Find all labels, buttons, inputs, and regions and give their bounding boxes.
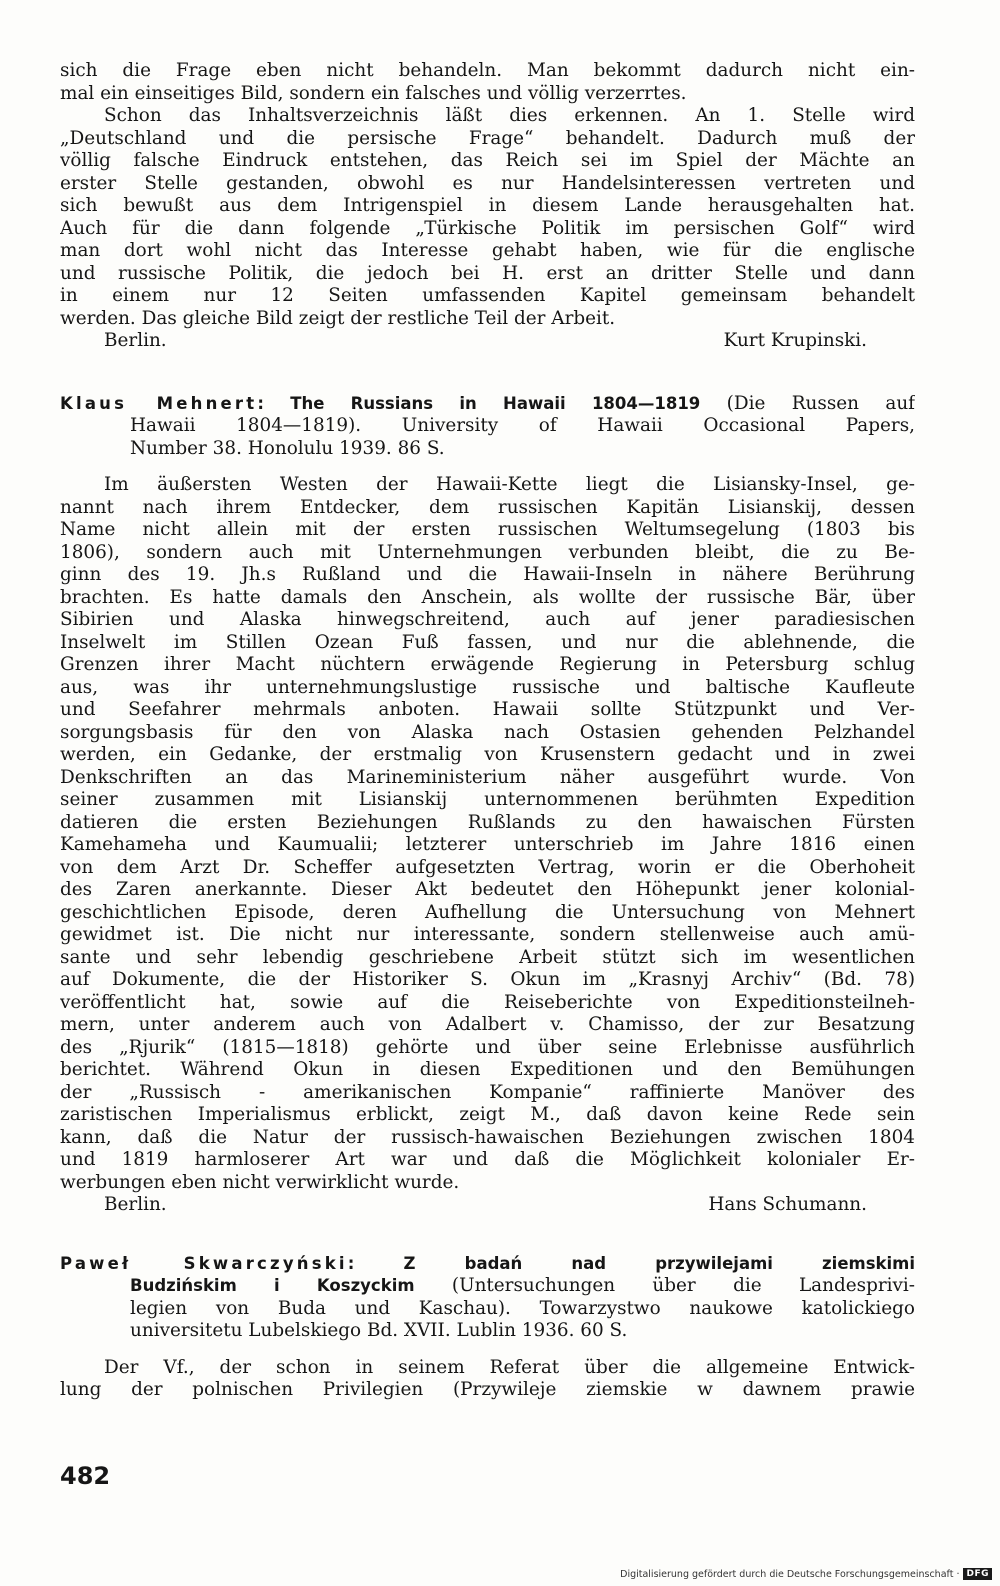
text-line: völlig falsche Eindruck entstehen, das Reich sei im Spiel der Mächte an [60,150,915,171]
text-line: sich die Frage eben nicht behandeln. Man bekommt dadurch nicht ein- [60,60,915,81]
signature-line [60,330,915,353]
page-number: 482 [60,1462,111,1490]
text-line: Grenzen ihrer Macht nüchtern erwägende Regierung in Petersburg schlug [60,654,915,675]
text-line: veröffentlicht hat, sowie auf die Reiseberichte von Expeditionsteilneh- [60,991,915,1013]
text-line: brachten. Es hatte damals den Anschein, als wollte der russische Bär, über [60,586,915,608]
dfg-logo-icon: DFG [963,1568,992,1580]
text-line: sante und sehr lebendig geschriebene Arbeit stützt sich im wesentlichen [60,946,915,968]
book-author: Paweł Skwarczyński [60,1253,348,1273]
text-line: werden, ein Gedanke, der erstmalig von Krusenstern gedacht und in zwei [60,744,915,765]
text-line: Denkschriften an das Marineministerium näher ausgeführt wurde. Von [60,766,915,788]
signature-place: Berlin. [104,1194,167,1215]
text-line: zaristischen Imperialismus erblickt, zeigt M., daß davon keine Rede sein [60,1104,915,1125]
text-line: Sibirien und Alaska hinwegschreitend, auch auf jener paradiesischen [60,609,915,630]
text-line: geschichtlichen Episode, deren Aufhellung die Untersuchung von Mehnert [60,901,915,923]
footer-text: Digitalisierung gefördert durch die Deutsche Forschungsgemeinschaft [620,1568,954,1580]
text-line: Kamehameha und Kaumualii; letzterer unterschrieb im Jahre 1816 einen [60,834,915,855]
review-2-heading [60,393,915,461]
signature-line [60,1194,915,1217]
text-line: datieren die ersten Beziehungen Rußlands zu den hawaischen Fürsten [60,811,915,833]
digitization-footer: Digitalisierung gefördert durch die Deutsche Forschungsgemeinschaft · DFG [620,1568,992,1580]
text-line: Name nicht allein mit der ersten russischen Weltumsegelung (1803 bis [60,519,915,540]
review-3-heading [60,1253,915,1343]
text-line: kann, daß die Natur der russisch-hawaischen Beziehungen zwischen 1804 [60,1126,915,1148]
heading-line: universitetu Lubelskiego Bd. XVII. Lublin 1936. 60 S. [130,1320,628,1341]
reviewer-name: Kurt Krupinski. [723,330,867,351]
text-line: nannt nach ihrem Entdecker, dem russischen Kapitän Lisianskij, dessen [60,496,915,518]
text-line: des „Rjurik“ (1815—1818) gehörte und über seine Erlebnisse ausführlich [60,1036,915,1058]
heading-text: (Untersuchungen über die Landesprivi- [414,1275,915,1296]
text-line: gewidmet ist. Die nicht nur interessante, sondern stellenweise auch amü- [60,924,915,945]
text-line: mal ein einseitiges Bild, sondern ein falsches und völlig verzerrtes. [60,82,687,104]
heading-line [60,1253,915,1276]
text-line: Der Vf., der schon in seinem Referat über die allgemeine Entwick- [104,1356,915,1378]
heading-separator: : [347,1253,404,1273]
text-line: berichtet. Während Okun in diesen Expeditionen und den Bemühungen [60,1059,915,1080]
book-title: Z badań nad przywilejami ziemskimi [403,1253,915,1273]
book-title: The Russians in Hawaii 1804—1819 [290,393,701,413]
heading-line [60,1275,915,1298]
heading-separator: : [257,393,291,413]
text-line: Im äußersten Westen der Hawaii-Kette liegt die Lisiansky-Insel, ge- [104,474,915,495]
page-body [60,60,915,1402]
heading-line: Hawaii 1804—1819). University of Hawaii Occasional Papers, [130,415,915,436]
text-line: und russische Politik, die jedoch bei H. erst an dritter Stelle und dann [60,262,915,284]
text-line: sich bewußt aus dem Intrigenspiel in diesem Lande herausgehalten hat. [60,195,915,216]
text-line: ginn des 19. Jh.s Rußland und die Hawaii-Inseln in nähere Berührung [60,564,915,585]
text-line: seiner zusammen mit Lisianskij unternommenen berühmten Expedition [60,789,915,810]
text-line: in einem nur 12 Seiten umfassenden Kapitel gemeinsam behandelt [60,285,915,306]
text-line: auf Dokumente, die der Historiker S. Okun im „Krasnyj Archiv“ (Bd. 78) [60,969,915,990]
heading-line: legien von Buda und Kaschau). Towarzystwo naukowe katolickiego [130,1297,915,1319]
text-line: werden. Das gleiche Bild zeigt der restliche Teil der Arbeit. [60,307,616,329]
heading-text: (Die Russen auf [700,392,915,414]
review-2-text [60,474,915,1194]
text-line: der „Russisch - amerikanischen Kompanie“ raffinierte Manöver des [60,1081,915,1103]
signature-place: Berlin. [104,330,167,351]
text-line: des Zaren anerkannte. Dieser Akt bedeutet den Höhepunkt jener kolonial- [60,879,915,900]
heading-line [60,393,915,416]
text-line: werbungen eben nicht verwirklicht wurde. [60,1171,460,1193]
text-line: lung der polnischen Privilegien (Przywileje ziemskie w dawnem prawie [60,1379,915,1400]
text-line: Auch für die dann folgende „Türkische Politik im persischen Golf“ wird [60,217,915,239]
reviewer-name: Hans Schumann. [708,1194,867,1215]
text-line: und Seefahrer mehrmals anboten. Hawaii sollte Stützpunkt und Ver- [60,699,915,720]
book-title: Budzińskim i Koszyckim [130,1276,415,1295]
review-1-text [60,60,915,330]
text-line: aus, was ihr unternehmungslustige russische und baltische Kaufleute [60,676,915,698]
text-line: sorgungsbasis für den von Alaska nach Ostasien gehenden Pelzhandel [60,721,915,743]
text-line: Schon das Inhaltsverzeichnis läßt dies erkennen. An 1. Stelle wird [104,105,915,126]
book-author: Klaus Mehnert [60,393,258,413]
text-line: 1806), sondern auch mit Unternehmungen verbunden bleibt, die zu Be- [60,541,915,563]
review-3-text [60,1357,915,1402]
text-line: Inselwelt im Stillen Ozean Fuß fassen, und nur die ablehnende, die [60,631,915,653]
text-line: und 1819 harmloserer Art war und daß die Möglichkeit kolonialer Er- [60,1149,915,1170]
text-line: „Deutschland und die persische Frage“ behandelt. Dadurch muß der [60,127,915,149]
text-line: erster Stelle gestanden, obwohl es nur Handelsinteressen vertreten und [60,172,915,194]
text-line: von dem Arzt Dr. Scheffer aufgesetzten Vertrag, worin er die Oberhoheit [60,856,915,878]
text-line: mern, unter anderem auch von Adalbert v. Chamisso, der zur Besatzung [60,1014,915,1035]
text-line: man dort wohl nicht das Interesse gehabt haben, wie für die englische [60,240,915,261]
heading-line: Number 38. Honolulu 1939. 86 S. [130,437,445,459]
